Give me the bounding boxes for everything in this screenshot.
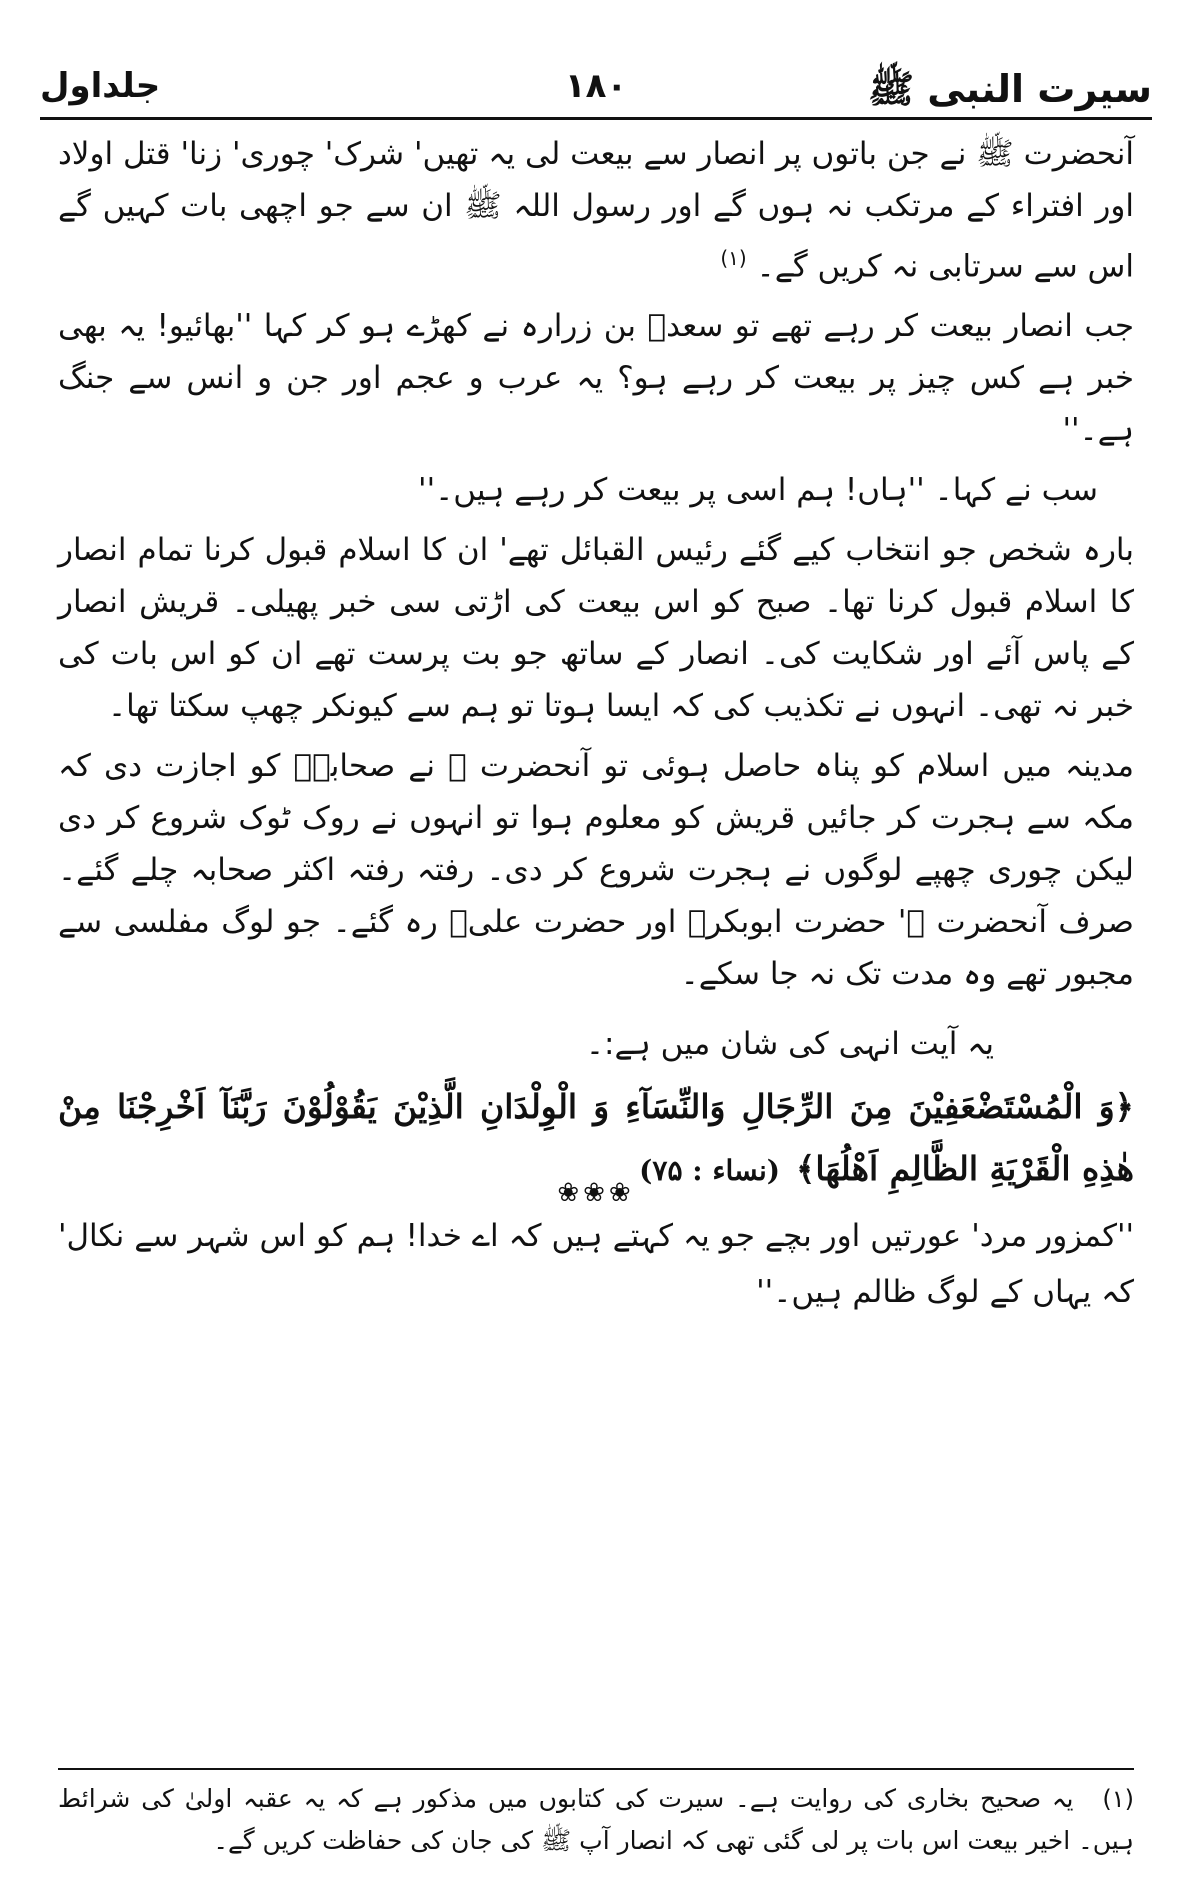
verse-intro: یہ آیت انہی کی شان میں ہے:۔ bbox=[585, 1026, 994, 1063]
paragraph-migration: مدینہ میں اسلام کو پناہ حاصل ہوئی تو آنحضرت ﷺ نے صحابہؓ کو اجازت دی کہ مکہ سے ہجرت کر جائیں قریش کو معلوم ہوا تو انہوں نے روک ٹوک شروع کر دی لیکن چوری چھپے لوگوں نے ہجرت شروع کر دی۔ رفتہ رفتہ اکثر صحابہ چلے گئے۔ صرف آنحضرت ﷺ' حضرت ابوبکرؓ اور حضرت علیؓ رہ گئے۔ جو لوگ مفلسی سے مجبور تھے وہ مدت تک نہ جا سکے۔ bbox=[58, 748, 1134, 993]
page-number: ۱۸۰ bbox=[564, 66, 628, 106]
header-divider bbox=[40, 117, 1152, 120]
paragraph-pledge-terms: آنحضرت ﷺ نے جن باتوں پر انصار سے بیعت لی یہ تھیں' شرک' چوری' زنا' قتل اولاد اور افتراء کے مرتکب نہ ہوں گے اور رسول اللہ ﷺ ان سے جو اچھی بات کہیں گے اس سے سرتابی نہ کریں گے۔ $^{(۱)}$ bbox=[58, 136, 1134, 285]
footnote-marker: (۱) bbox=[720, 246, 747, 270]
footnote-divider bbox=[58, 1768, 1134, 1770]
verse-translation: ''کمزور مرد' عورتیں اور بچے جو یہ کہتے ہیں کہ اے خدا! ہم کو اس شہر سے نکال' کہ یہاں کے لوگ ظالم ہیں۔'' bbox=[58, 1218, 1134, 1311]
page-header bbox=[40, 66, 1152, 118]
footnote-number: (۱) bbox=[1102, 1785, 1135, 1813]
quran-verse: ﴿وَ الْمُسْتَضْعَفِيْنَ مِنَ الرِّجَالِ وَالنِّسَآءِ وَ الْوِلْدَانِ الَّذِيْنَ يَقُوْلُوْنَ رَبَّنَآ اَخْرِجْنَا مِنْ هٰذِهِ الْقَرْيَةِ الظَّالِمِ اَهْلُهَا﴾(نساء : ۷۵) bbox=[58, 1087, 1134, 1189]
footnote bbox=[58, 1778, 1134, 1862]
volume-label: جلداول bbox=[40, 66, 161, 106]
book-title: سیرت النبی ﷺ bbox=[868, 67, 1152, 111]
paragraph-twelve-chiefs: بارہ شخص جو انتخاب کیے گئے رئیس القبائل تھے' ان کا اسلام قبول کرنا تمام انصار کا اسلام قبول کرنا تھا۔ صبح کو اس بیعت کی اڑتی سی خبر پھیلی۔ قریش انصار کے پاس آئے اور شکایت کی۔ انصار کے ساتھ جو بت پرست تھے ان کو اس بات کی خبر نہ تھی۔ انہوں نے تکذیب کی کہ ایسا ہوتا تو ہم سے کیونکر چھپ سکتا تھا۔ bbox=[58, 532, 1134, 725]
footnote-text: یہ صحیح بخاری کی روایت ہے۔ سیرت کی کتابوں میں مذکور ہے کہ یہ عقبہ اولیٰ کی شرائط ہیں۔ اخیر بیعت اس بات پر لی گئی تھی کہ انصار آپ ﷺ کی جان کی حفاظت کریں گے۔ bbox=[58, 1784, 1134, 1855]
paragraph-all-replied: سب نے کہا۔ ''ہاں! ہم اسی پر بیعت کر رہے ہیں۔'' bbox=[418, 472, 1098, 509]
main-text bbox=[58, 128, 1134, 1320]
paragraph-saad-warning: جب انصار بیعت کر رہے تھے تو سعدؓ بن زرارہ نے کھڑے ہو کر کہا ''بھائیو! یہ بھی خبر ہے کس چیز پر بیعت کر رہے ہو؟ یہ عرب و عجم اور جن و انس سے جنگ ہے۔'' bbox=[58, 308, 1134, 449]
section-ornament: ❀❀❀ bbox=[557, 1178, 635, 1208]
verse-reference: (نساء : ۷۵) bbox=[639, 1154, 781, 1188]
